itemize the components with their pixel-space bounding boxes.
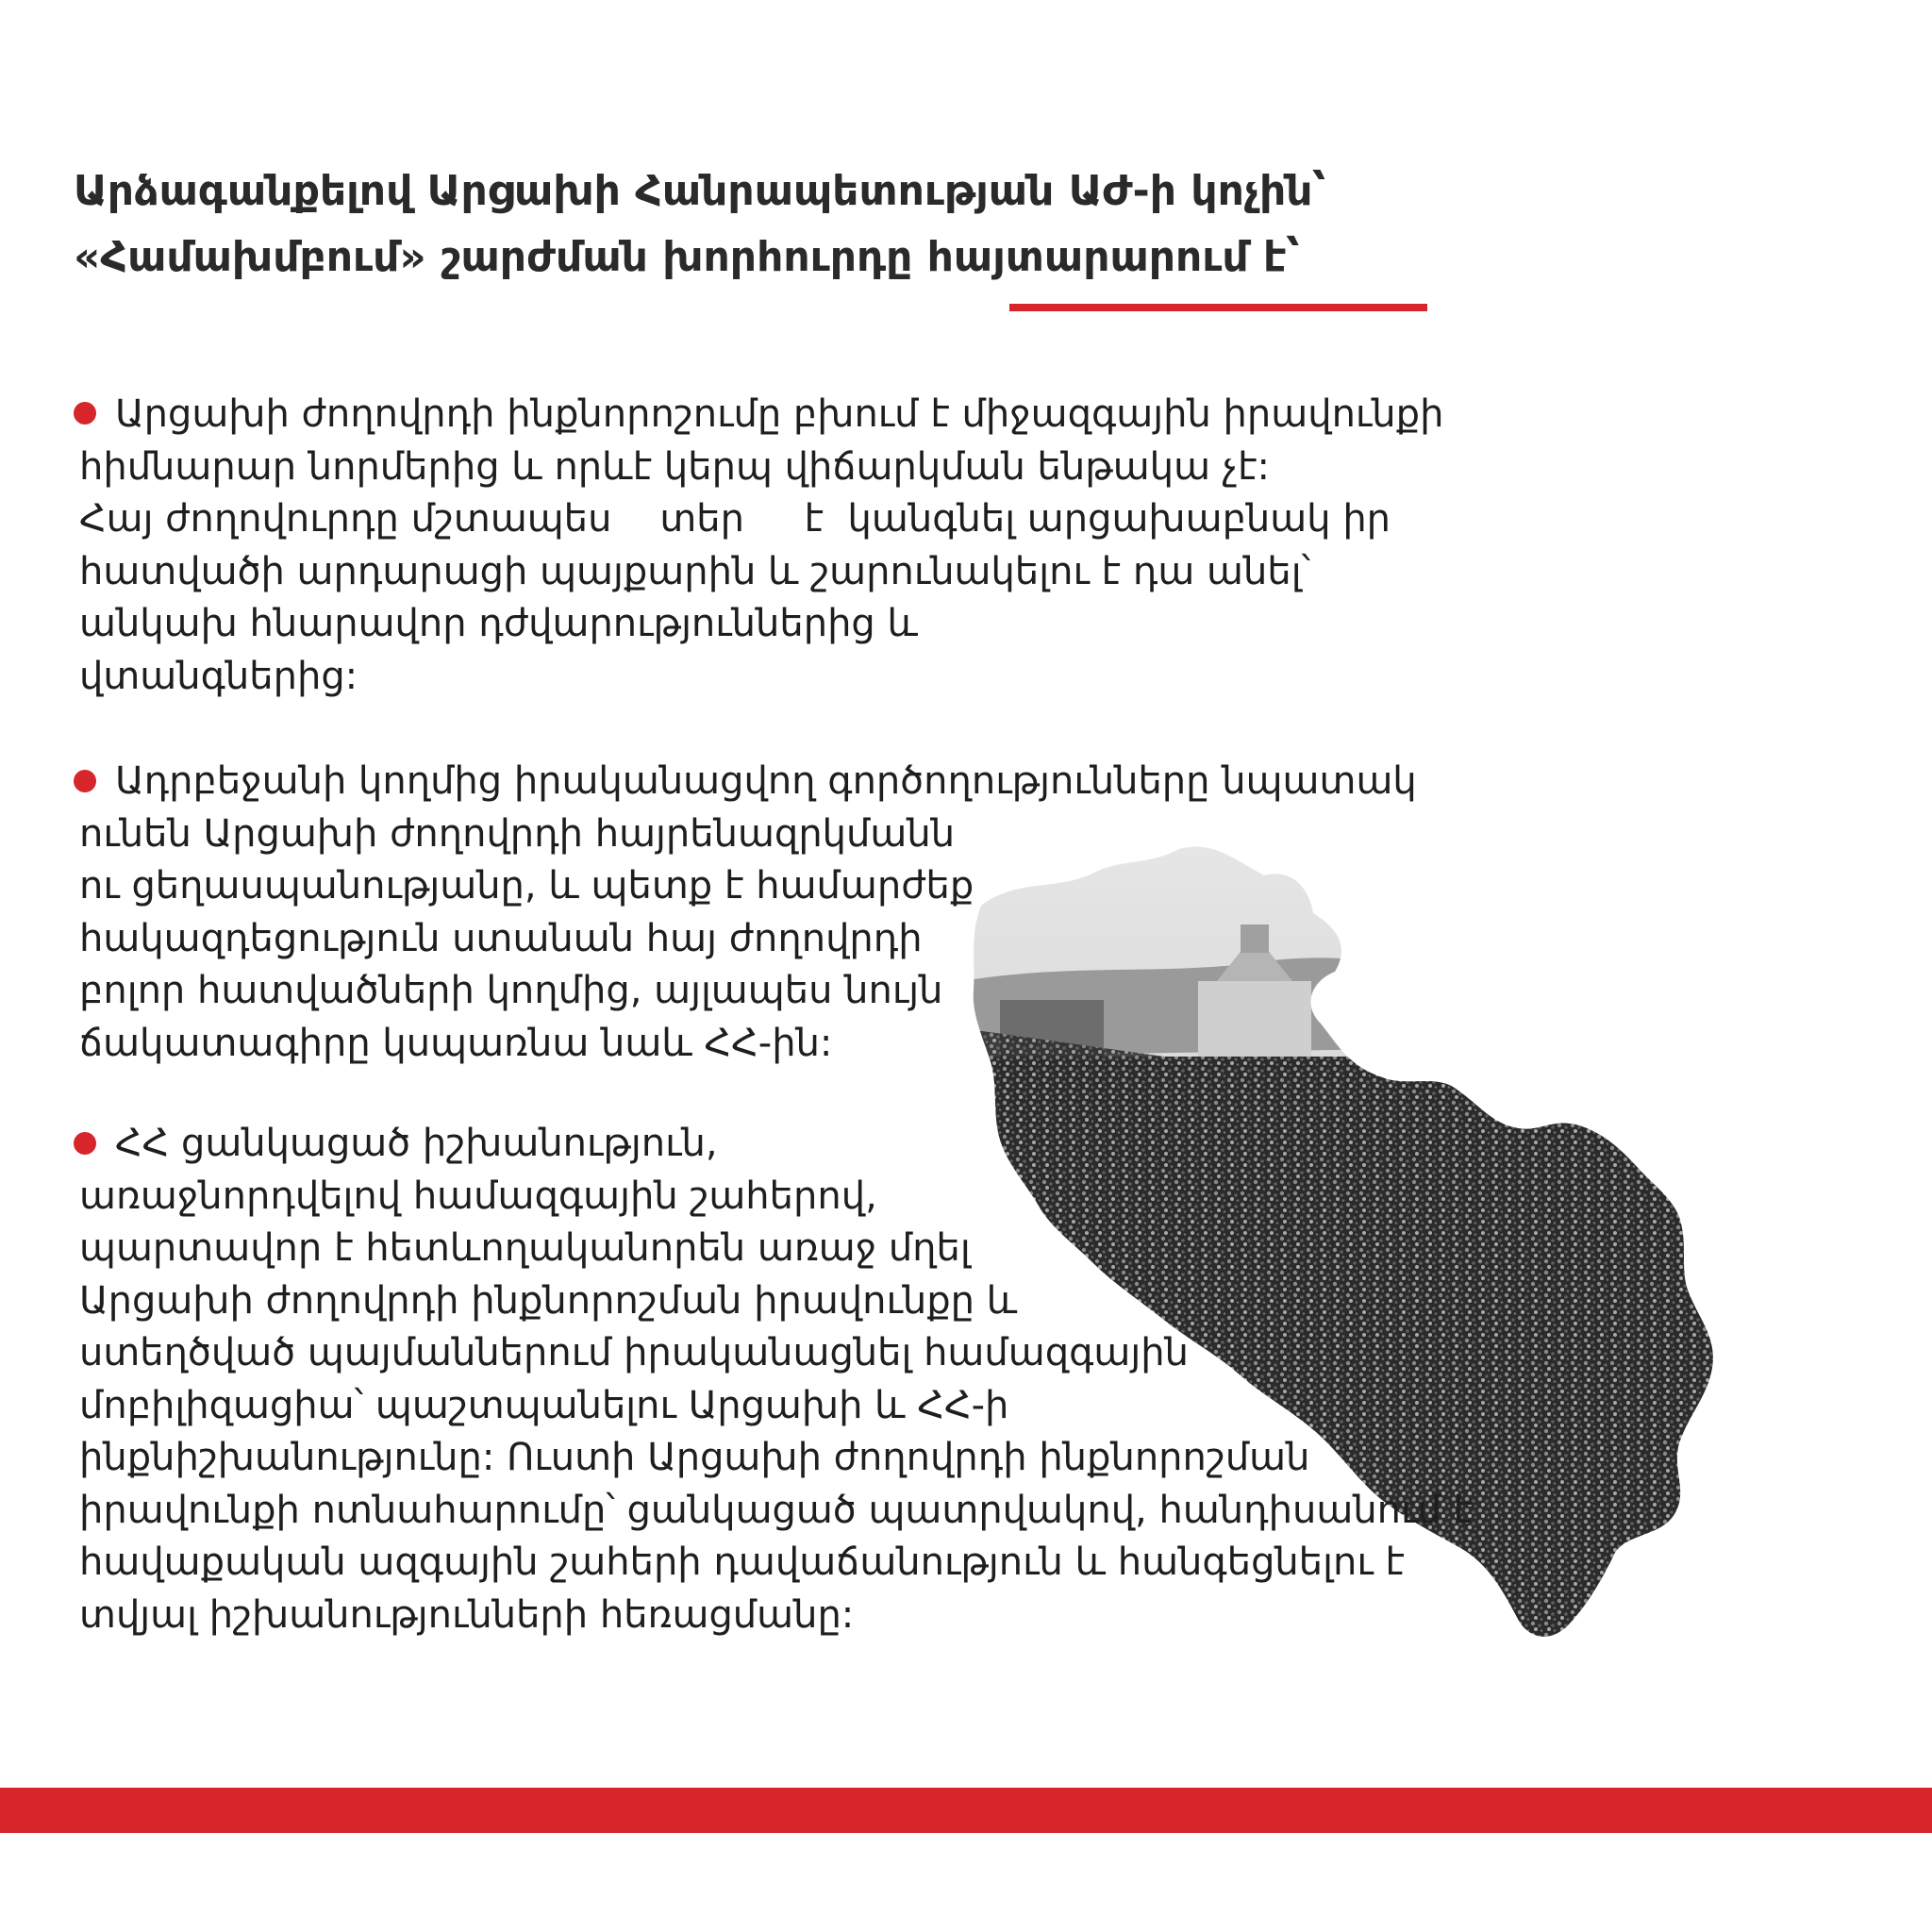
heading	[74, 158, 1489, 291]
paragraph-3-line: ինքնիշխանությունը: Ուստի Արցախի ժողովրդի ինքնորոշման	[79, 1436, 1310, 1479]
paragraph-2-line: բոլոր հատվածների կողմից, այլապես նույն	[79, 969, 943, 1012]
paragraph-1-line: Արցախի ժողովրդի ինքնորոշումը բխում է միջազգային իրավունքի	[115, 392, 1444, 436]
paragraph-2-line: ունեն Արցախի ժողովրդի հայրենազրկմանն	[79, 811, 956, 856]
paragraph-1-line: անկախ հնարավոր դժվարություններից և	[79, 602, 918, 645]
paragraph-3-line: Արցախի ժողովրդի ինքնորոշման իրավունքը և	[79, 1278, 1018, 1323]
paragraph-3-line: իրավունքի ոտնահարումը՝ ցանկացած պատրվակով, հանդիսանում է	[79, 1488, 1474, 1532]
paragraph-1-line: վտանգներից:	[79, 654, 358, 698]
heading-line-2	[74, 225, 1489, 291]
bottom-accent-bar	[0, 1788, 1932, 1833]
paragraph-1	[79, 389, 1443, 703]
heading-line-2-prefix: «Համախմբում» շարժման խորհուրդը	[74, 233, 927, 281]
paragraph-2	[79, 756, 1417, 1070]
paragraph-3-line: հավաքական ազգային շահերի դավաճանություն և հանգեցնելու է	[79, 1541, 1405, 1584]
paragraph-3-line: մոբիլիզացիա՝ պաշտպանելու Արցախի և ՀՀ-ի	[79, 1383, 1009, 1427]
paragraph-3-line: պարտավոր է հետևողականորեն առաջ մղել	[79, 1226, 971, 1270]
heading-line-1: Արձագանքելով Արցախի Հանրապետության ԱԺ-ի կոչին՝	[74, 167, 1326, 215]
paragraph-3-line: առաջնորդվելով համազգային շահերով,	[79, 1174, 877, 1218]
heading-underline	[1009, 304, 1427, 311]
paragraph-3-line: ստեղծված պայմաններում իրականացնել համազգային	[79, 1331, 1189, 1374]
paragraph-2-line: Ադրբեջանի կողմից իրականացվող գործողությունները նպատակ	[115, 759, 1417, 803]
paragraph-3-line: ՀՀ ցանկացած իշխանություն,	[115, 1122, 718, 1165]
paragraph-1-line: Հայ ժողովուրդը մշտապես տեր է կանգնել արցախաբնակ իր	[79, 497, 1391, 541]
paragraph-2-line: ու ցեղասպանությանը, և պետք է համարժեք	[79, 864, 974, 908]
paragraph-1-line: հիմնարար նորմերից և որևէ կերպ վիճարկման ենթակա չէ:	[79, 444, 1271, 489]
paragraph-2-line: հակազդեցություն ստանան հայ ժողովրդի	[79, 916, 923, 960]
paragraph-1-line: հատվածի արդարացի պայքարին և շարունակելու է դա անել՝	[79, 549, 1311, 593]
paragraph-3-line: տվյալ իշխանությունների հեռացմանը:	[79, 1592, 855, 1637]
heading-emphasis: հայտարարում է՝	[926, 233, 1300, 281]
paragraph-3	[79, 1118, 1473, 1641]
paragraph-2-line: ճակատագիրը կսպառնա նաև ՀՀ-ին:	[79, 1021, 833, 1065]
